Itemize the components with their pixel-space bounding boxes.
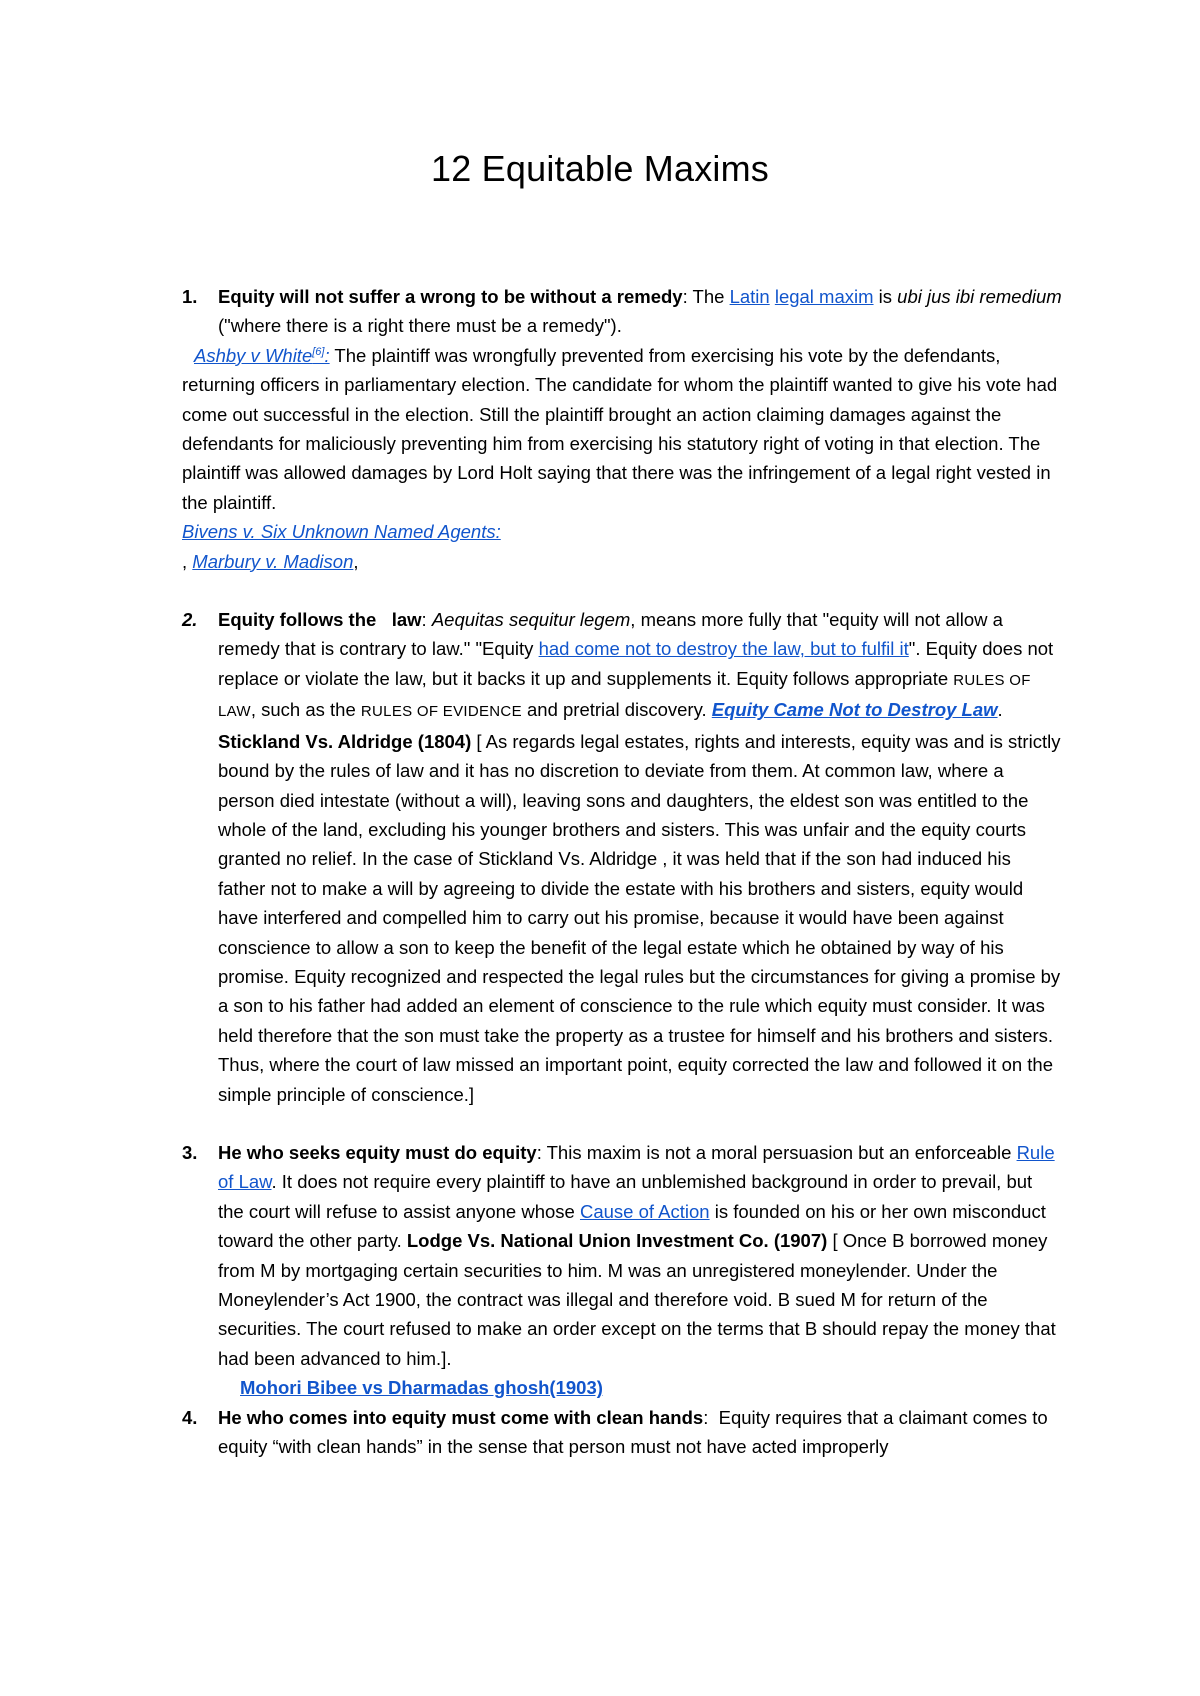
text-run: ("where there is a right there must be a remedy"). <box>218 315 622 337</box>
text-run: is <box>873 286 898 307</box>
legal-maxim-link[interactable]: legal maxim <box>774 286 874 307</box>
item-heading: He who comes into equity must come with clean hands <box>218 1406 704 1428</box>
item-heading: He who seeks equity must do equity <box>218 1141 537 1163</box>
text-run: : This maxim is not a moral persuasion but an enforceable <box>536 1141 1017 1163</box>
mohori-bibee-link[interactable]: Mohori Bibee vs Dharmadas ghosh(1903) <box>240 1377 603 1399</box>
text-run: . <box>997 699 1003 721</box>
text-run: [ Once B borrowed money from M by mortgaging certain securities to him. M was an unregistered moneylender. Under the Moneylender’s Act 1900, the contract was illegal and therefore void. B sued M for return of the securities. The court refused to make an order except on the terms that B should repay the money that had been advanced to him.]. <box>218 1230 1056 1369</box>
case-name: Stickland Vs. Aldridge (1804) <box>218 730 472 752</box>
text-run: and pretrial discovery. <box>521 699 712 721</box>
case-line <box>182 517 1062 546</box>
item-heading: Equity will not suffer a wrong to be without a remedy <box>218 286 683 307</box>
text-run: [ As regards legal estates, rights and interests, equity was and is strictly bound by the rules of law and it has no discretion to deviate from them. At common law, where a person died intestate (without a will), leaving sons and daughters, the eldest son was entitled to the whole of the land, excluding his younger brothers and sisters. This was unfair and the equity courts granted no relief. In the case of Stickland Vs. Aldridge , it was held that if the son had induced his father not to make a will by agreeing to divide the estate with his brothers and sisters, equity would have interfered and compelled him to carry out his promise, because it would have been against conscience to allow a son to keep the benefit of the legal estate which he obtained by way of his promise. Equity recognized and respected the legal rules but the circumstances for giving a promise by a son to his father had added an element of conscience to the rule which equity must consider. It was held therefore that the son must take the property as a trustee for himself and his brothers and sisters. Thus, where the court of law missed an important point, equity corrected the law and followed it on the simple principle of conscience.] <box>218 730 1061 1105</box>
latin-phrase: Aequitas sequitur legem <box>431 609 631 631</box>
text-run: , such as the <box>250 699 361 721</box>
page-title: 12 Equitable Maxims <box>431 148 769 189</box>
text-run: , <box>182 550 193 572</box>
destroy-law-link[interactable]: had come not to destroy the law, but to fulfil it <box>538 638 909 660</box>
text-run: , means more fully that "equity will not allow a remedy that is contrary to law." "Equity <box>218 609 1003 660</box>
list-item <box>182 605 1062 1109</box>
cause-of-action-link[interactable]: Cause of Action <box>579 1200 710 1222</box>
latin-phrase: ubi jus ibi remedium <box>897 286 1062 307</box>
item-number: 1. <box>182 286 198 307</box>
item-number: 4. <box>182 1406 198 1428</box>
text-run: The plaintiff was wrongfully prevented from exercising his vote by the defendants, returning officers in parliamentary election. The candidate for whom the plaintiff wanted to give his vote had come out successful in the election. Still the plaintiff brought an action claiming damages against the defendants for maliciously preventing him from exercising his statutory right of voting in that election. The plaintiff was allowed damages by Lord Holt saying that there was the infringement of a legal right vested in the plaintiff. <box>182 344 1058 513</box>
case-line <box>182 547 1062 576</box>
latin-link[interactable]: Latin <box>729 286 770 307</box>
list-item <box>182 1403 1062 1462</box>
item-heading: Equity follows the law <box>218 609 422 631</box>
case-paragraph <box>182 341 1062 517</box>
item-number: 2. <box>182 609 198 631</box>
bivens-link[interactable]: Bivens v. Six Unknown Named Agents: <box>182 521 501 543</box>
case-line <box>218 1373 1062 1402</box>
text-run: : The <box>682 286 730 307</box>
maxims-list <box>182 282 1062 1461</box>
ashby-v-white-link[interactable]: Ashby v White[6]: <box>194 344 330 366</box>
list-item <box>182 282 1062 576</box>
rule-of-law-link[interactable]: Rule of Law <box>218 1141 1055 1193</box>
text-run: is founded on his or her own misconduct toward the other party. <box>218 1200 1046 1252</box>
rules-of-evidence-term: RULES OF EVIDENCE <box>360 703 522 721</box>
text-run: : Equity requires that a claimant comes to equity “with clean hands” in the sense that person must not have acted improperly <box>218 1406 1053 1458</box>
text-run: ". Equity does not replace or violate the law, but it backs it up and supplements it. Equity follows appropriate <box>218 638 1054 689</box>
equity-came-link[interactable]: Equity Came Not to Destroy Law <box>711 699 998 721</box>
item-number: 3. <box>182 1141 198 1163</box>
rules-of-law-term: RULES OF LAW <box>218 671 1031 721</box>
marbury-link[interactable]: Marbury v. Madison <box>192 550 354 572</box>
text-run: : <box>421 609 432 631</box>
case-name: Lodge Vs. National Union Investment Co. (1907) <box>406 1230 828 1252</box>
list-item <box>182 1138 1062 1403</box>
text-run: . It does not require every plaintiff to have an unblemished background in order to prevail, but the court will refuse to assist anyone whose <box>218 1171 1033 1222</box>
text-run: , <box>353 550 359 572</box>
